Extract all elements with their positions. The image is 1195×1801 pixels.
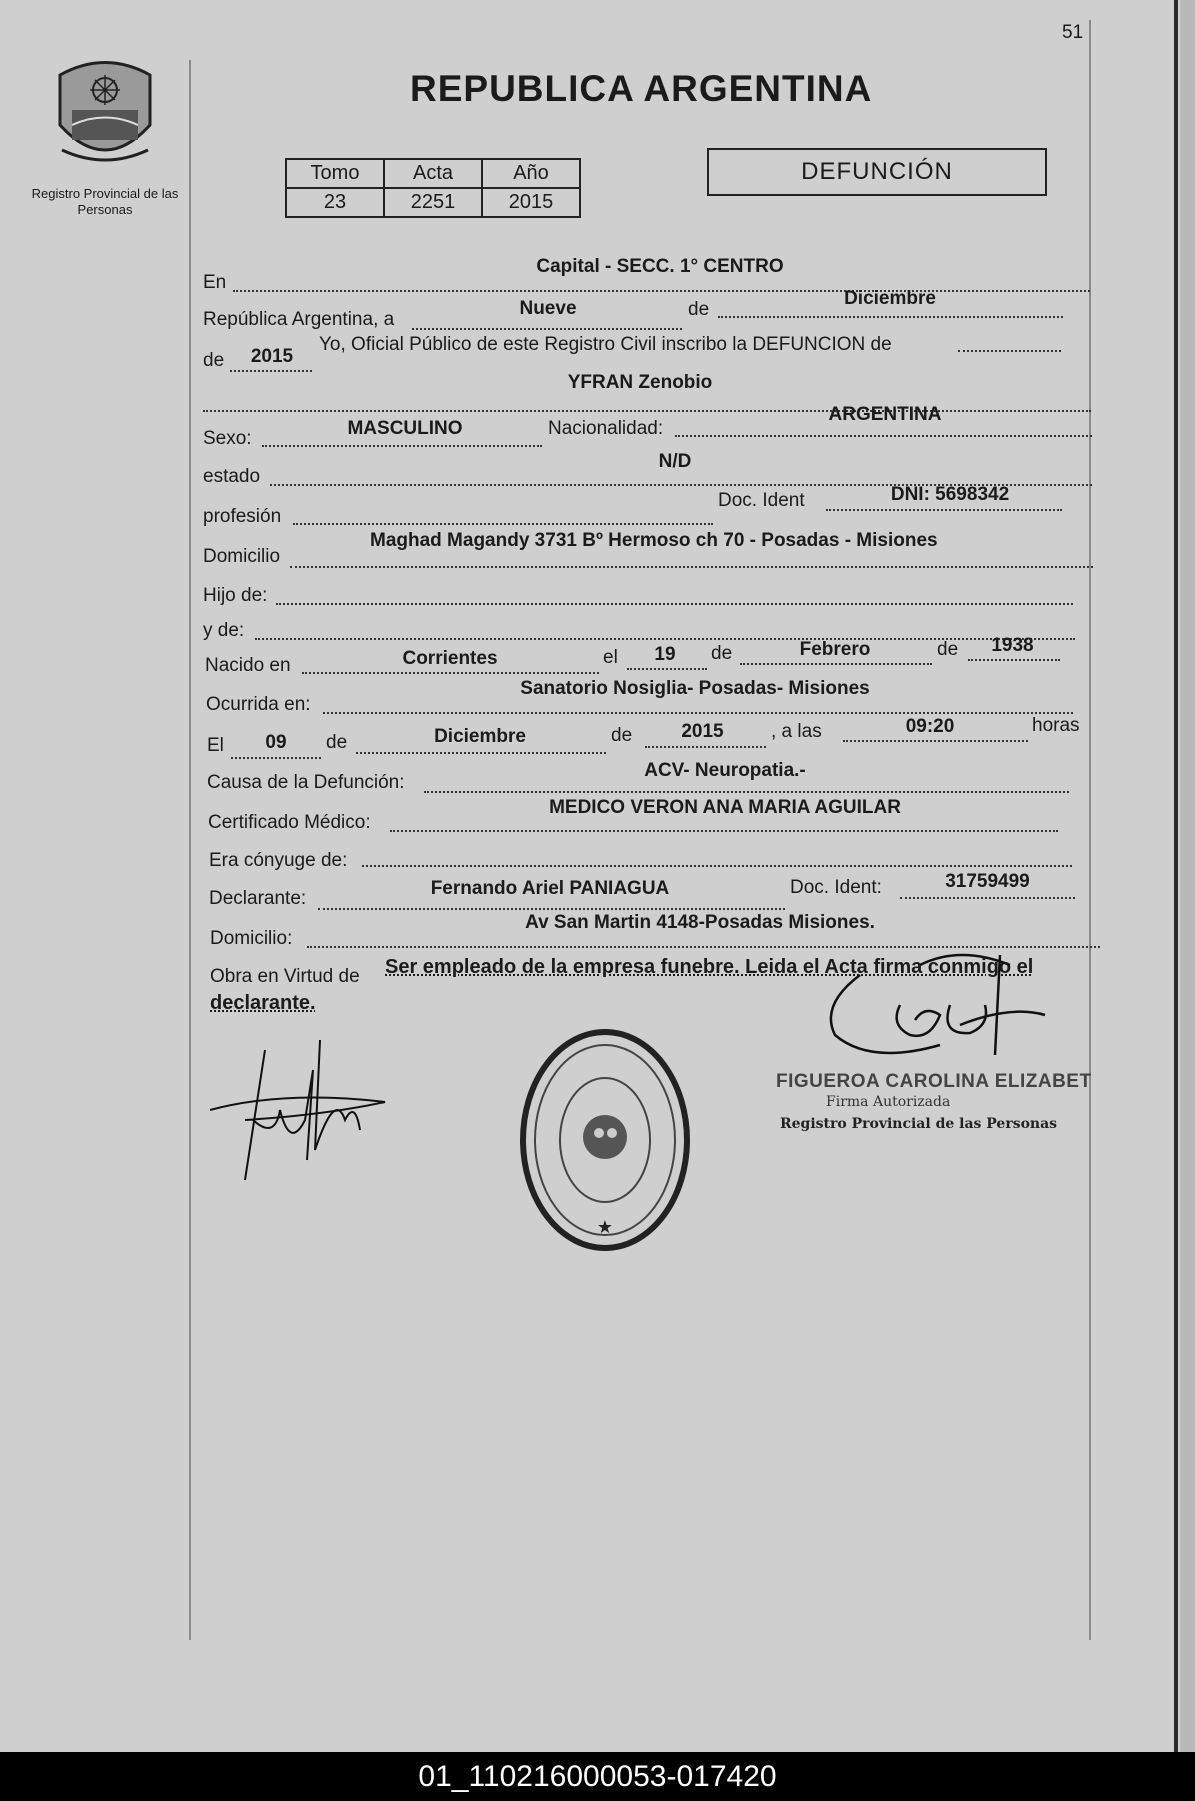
label-doc-ident2: Doc. Ident: xyxy=(790,877,882,898)
label-profesion: profesión xyxy=(203,506,282,527)
dotted-line xyxy=(302,672,599,674)
dotted-line xyxy=(718,316,1063,318)
value-lugar: Capital - SECC. 1° CENTRO xyxy=(536,256,784,277)
label-de-def1: de xyxy=(326,732,348,753)
registry-value-acta: 2251 xyxy=(384,188,482,217)
dotted-line xyxy=(740,663,932,665)
label-hijo-de: Hijo de: xyxy=(203,585,268,606)
dotted-line xyxy=(230,370,312,372)
value-certificado: MEDICO VERON ANA MARIA AGUILAR xyxy=(549,797,901,818)
label-y-de: y de: xyxy=(203,620,245,641)
value-sexo: MASCULINO xyxy=(347,418,463,439)
dotted-line xyxy=(900,897,1075,899)
official-role: Firma Autorizada xyxy=(826,1094,951,1110)
value-obra-line1: Ser empleado de la empresa funebre. Leida el Acta firma conmigo el xyxy=(385,956,1034,978)
document-id-footer: 01_110216000053-017420 xyxy=(0,1752,1195,1801)
dotted-line xyxy=(323,712,1073,714)
dotted-line xyxy=(231,757,321,759)
label-ocurrida: Ocurrida en: xyxy=(206,694,311,715)
registry-header-acta: Acta xyxy=(384,159,482,188)
label-sexo: Sexo: xyxy=(203,428,252,449)
page-title: REPUBLICA ARGENTINA xyxy=(410,68,873,109)
value-declarante-domicilio: Av San Martin 4148-Posadas Misiones. xyxy=(525,912,875,933)
label-de: de xyxy=(688,299,710,320)
registry-table xyxy=(285,158,581,218)
value-estado: N/D xyxy=(658,451,692,472)
label-de-def2: de xyxy=(611,725,633,746)
value-def-dia: 09 xyxy=(265,732,287,753)
label-doc-ident: Doc. Ident xyxy=(718,490,805,511)
value-nacido-en: Corrientes xyxy=(402,648,498,669)
value-mes: Diciembre xyxy=(844,288,936,309)
svg-text:★: ★ xyxy=(596,1217,614,1238)
provincial-seal-logo xyxy=(50,55,160,170)
label-el2: El xyxy=(207,735,224,756)
dotted-line xyxy=(362,865,1072,867)
dotted-line xyxy=(968,659,1060,661)
logo-caption: Registro Provincial de las Personas xyxy=(31,186,179,217)
value-anio: 2015 xyxy=(250,346,294,367)
value-def-mes: Diciembre xyxy=(434,726,526,747)
label-de-nac2: de xyxy=(937,639,959,660)
label-domicilio2: Domicilio: xyxy=(210,928,293,949)
margin-line-right xyxy=(1089,20,1091,1640)
registry-header-tomo: Tomo xyxy=(286,159,384,188)
dotted-line xyxy=(843,740,1028,742)
value-ocurrida-en: Sanatorio Nosiglia- Posadas- Misiones xyxy=(520,678,870,699)
value-nac-anio: 1938 xyxy=(991,635,1034,656)
label-obra: Obra en Virtud de xyxy=(210,966,360,987)
value-doc-ident: DNI: 5698342 xyxy=(890,484,1010,505)
value-nacionalidad: ARGENTINA xyxy=(828,404,942,425)
label-certificado: Certificado Médico: xyxy=(208,812,371,833)
registry-header-anio: Año xyxy=(482,159,580,188)
label-causa: Causa de la Defunción: xyxy=(207,772,405,793)
label-de2: de xyxy=(203,350,225,371)
dotted-line xyxy=(262,445,542,447)
value-nac-dia: 19 xyxy=(654,644,676,665)
value-declarante-doc: 31759499 xyxy=(945,871,1030,892)
official-signature xyxy=(810,945,1050,1075)
value-domicilio: Maghad Magandy 3731 Bº Hermoso ch 70 - Posadas - Misiones xyxy=(370,530,938,551)
value-nombre: YFRAN Zenobio xyxy=(567,372,713,393)
dotted-line xyxy=(390,830,1058,832)
registry-value-tomo: 23 xyxy=(286,188,384,217)
declarant-signature xyxy=(205,1030,395,1190)
label-en: En xyxy=(203,272,227,293)
label-horas: horas xyxy=(1032,715,1080,736)
dotted-line xyxy=(645,746,766,748)
label-nacido-en: Nacido en xyxy=(205,655,291,676)
record-type-box: DEFUNCIÓN xyxy=(707,148,1047,196)
value-def-hora: 09:20 xyxy=(905,716,955,737)
label-yo: Yo, Oficial Público de este Registro Civil inscribo la DEFUNCION de xyxy=(319,334,892,355)
label-estado: estado xyxy=(203,466,261,487)
label-el: el xyxy=(603,647,618,668)
label-nacionalidad: Nacionalidad: xyxy=(548,418,664,439)
dotted-line xyxy=(293,523,713,525)
page-edge xyxy=(1174,0,1178,1752)
registry-value-anio: 2015 xyxy=(482,188,580,217)
label-de-nac1: de xyxy=(711,643,733,664)
margin-line-left xyxy=(189,60,191,1640)
value-declarante: Fernando Ariel PANIAGUA xyxy=(430,878,670,899)
dotted-line xyxy=(412,328,682,330)
official-registry: Registro Provincial de las Personas xyxy=(780,1116,1058,1132)
value-def-anio: 2015 xyxy=(681,721,724,742)
page-number: 51 xyxy=(1062,22,1084,43)
label-a-las: , a las xyxy=(771,721,822,742)
label-domicilio: Domicilio xyxy=(203,546,281,567)
label-conyuge: Era cónyuge de: xyxy=(209,850,348,871)
label-declarante: Declarante: xyxy=(209,888,307,909)
value-obra-line2: declarante. xyxy=(210,992,316,1014)
official-stamp xyxy=(515,1025,695,1255)
value-nac-mes: Febrero xyxy=(799,639,871,660)
dotted-line xyxy=(627,668,707,670)
value-causa: ACV- Neuropatia.- xyxy=(644,760,806,781)
dotted-line xyxy=(356,752,606,754)
dotted-line xyxy=(276,603,1073,605)
dotted-line xyxy=(318,908,785,910)
label-republica: República Argentina, a xyxy=(203,309,395,330)
official-name: FIGUEROA CAROLINA ELIZABET xyxy=(776,1071,1092,1092)
dotted-line xyxy=(290,566,1093,568)
dotted-line xyxy=(958,350,1061,352)
dotted-line xyxy=(424,791,1069,793)
dotted-line xyxy=(675,435,1092,437)
value-dia: Nueve xyxy=(519,298,577,319)
dotted-line xyxy=(826,509,1062,511)
